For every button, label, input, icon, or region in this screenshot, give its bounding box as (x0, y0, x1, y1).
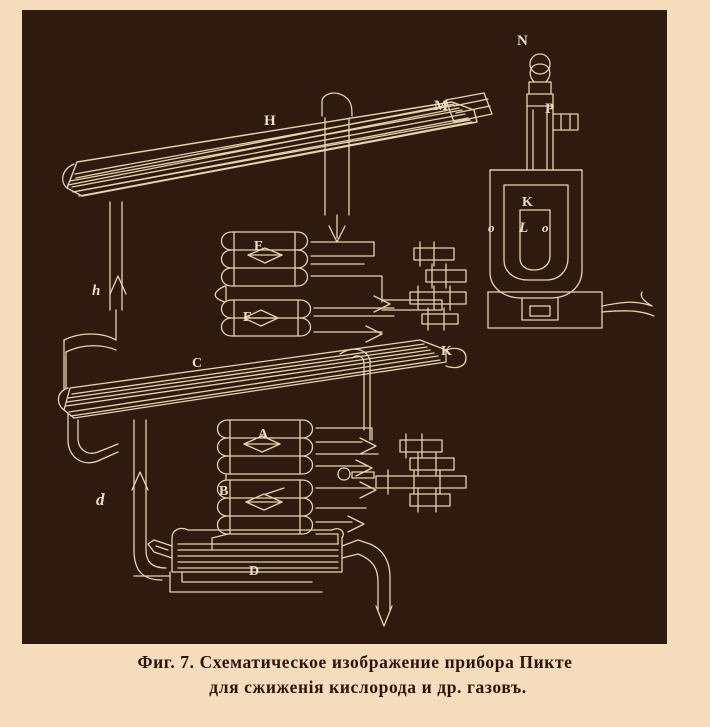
label-o-left: o (488, 220, 495, 235)
label-K-lower: K (441, 344, 452, 359)
label-B: B (219, 484, 229, 499)
label-D: D (249, 564, 260, 579)
coil-b-left-outlet (212, 534, 228, 550)
coil-b-outlet (316, 534, 338, 544)
apparatus-diagram (22, 10, 667, 644)
lower-outlet-pipes (316, 428, 378, 532)
loop-c-bottom (68, 414, 118, 463)
figure-caption (0, 650, 710, 700)
pipe-d (132, 420, 166, 580)
piston-assembly-upper (410, 242, 466, 330)
label-d: d (96, 490, 105, 509)
label-E: E (254, 239, 264, 254)
label-h: h (92, 283, 101, 299)
label-F: F (243, 310, 252, 325)
caption-line-1: Фиг. 7. Схематическое изображение прибора Пикте (137, 652, 573, 672)
caption-line-2: для сжиженія кислорода и др. газовъ. (209, 677, 527, 697)
label-K-upper: K (522, 195, 533, 210)
engraving-plate (22, 10, 667, 644)
label-H: H (264, 113, 276, 129)
label-L: L (519, 220, 529, 236)
vessel-d (134, 528, 392, 626)
label-o-right: o (542, 220, 549, 235)
label-C: C (192, 356, 203, 371)
label-P: P (545, 101, 555, 117)
piston-assembly-lower (376, 434, 466, 512)
label-N: N (517, 33, 528, 49)
tube-c (58, 340, 466, 418)
coil-b (218, 480, 313, 534)
coil-f (222, 300, 311, 336)
coil-e (222, 232, 308, 286)
downpipe-h (322, 93, 352, 242)
label-M: M (434, 98, 449, 114)
coil-link-ef (215, 286, 225, 302)
condenser-p (488, 54, 654, 328)
label-A: A (258, 427, 269, 442)
